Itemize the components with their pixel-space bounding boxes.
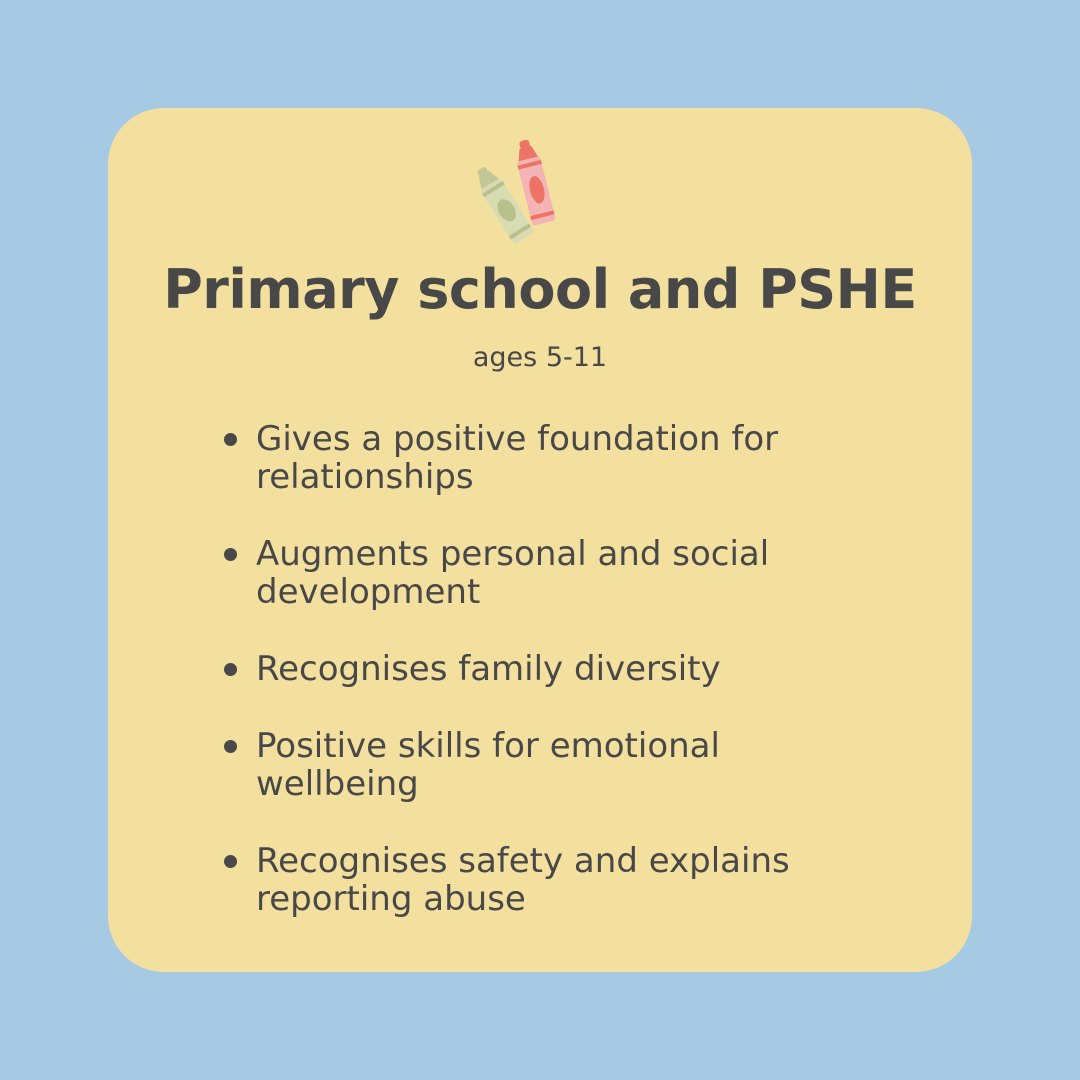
list-item-text: Positive skills for emotional wellbeing	[256, 726, 720, 804]
info-card	[108, 108, 972, 972]
list-item	[220, 727, 880, 803]
bullet-dot-icon	[224, 855, 237, 868]
list-item-text: Gives a positive foundation for relationships	[256, 419, 779, 497]
list-item	[220, 842, 880, 918]
bullet-dot-icon	[224, 740, 237, 753]
list-item	[220, 535, 880, 611]
bullet-dot-icon	[224, 548, 237, 561]
bullet-dot-icon	[224, 433, 237, 446]
list-item-text: Recognises safety and explains reporting abuse	[256, 841, 790, 919]
age-range-subtitle: ages 5-11	[472, 342, 608, 373]
list-item	[220, 650, 880, 688]
benefits-list	[220, 420, 880, 957]
list-item	[220, 420, 880, 496]
list-item-text: Augments personal and social development	[256, 534, 770, 612]
list-item-text: Recognises family diversity	[256, 649, 721, 689]
bullet-dot-icon	[224, 663, 237, 676]
page-title: Primary school and PSHE	[163, 258, 917, 321]
crayons-icon	[470, 134, 566, 250]
